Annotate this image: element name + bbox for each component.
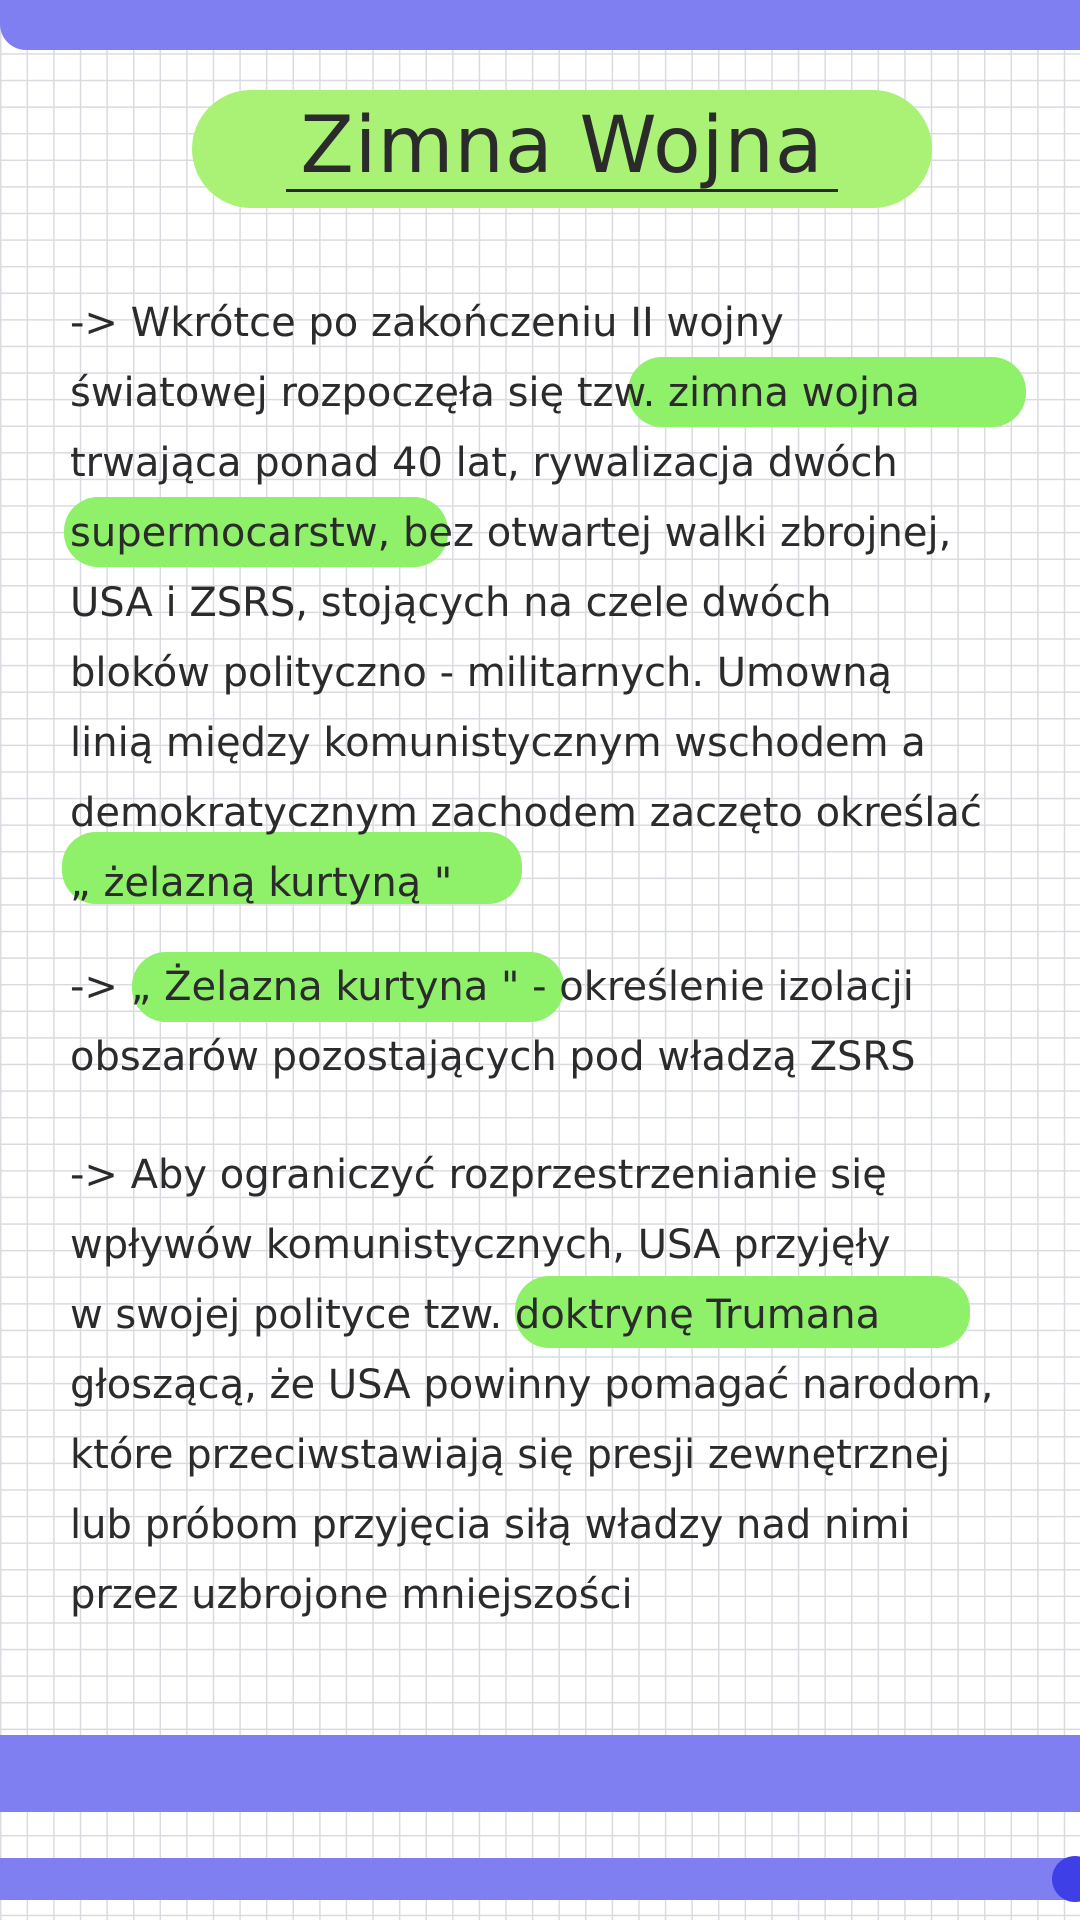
- text-line: w swojej polityce tzw. doktrynę Trumana: [70, 1292, 881, 1338]
- middle-decorative-band: [0, 1735, 1080, 1812]
- text-line: wpływów komunistycznych, USA przyjęły: [70, 1222, 891, 1268]
- text-line: USA i ZSRS, stojących na czele dwóch: [70, 580, 832, 626]
- text-line: -> Wkrótce po zakończeniu II wojny: [70, 300, 784, 346]
- paragraph-cold-war-intro: [70, 288, 1050, 918]
- bottom-decorative-band: [0, 1858, 1080, 1900]
- text-line: demokratycznym zachodem zaczęto określać: [70, 790, 982, 836]
- paragraph-iron-curtain: [70, 952, 1050, 1092]
- page-title-wrap: [192, 90, 932, 208]
- text-line: światowej rozpoczęła się tzw. zimna wojna: [70, 370, 920, 416]
- text-line: obszarów pozostających pod władzą ZSRS: [70, 1034, 916, 1080]
- text-line: -> „ Żelazna kurtyna " - określenie izolacji: [70, 964, 914, 1010]
- text-line: linią między komunistycznym wschodem a: [70, 720, 926, 766]
- text-line: -> Aby ograniczyć rozprzestrzenianie się: [70, 1152, 887, 1198]
- text-line: lub próbom przyjęcia siłą władzy nad nimi: [70, 1502, 911, 1548]
- text-line: głoszącą, że USA powinny pomagać narodom,: [70, 1362, 994, 1408]
- text-line: przez uzbrojone mniejszości: [70, 1572, 633, 1618]
- text-line: supermocarstw, bez otwartej walki zbrojnej,: [70, 510, 952, 556]
- text-line: bloków polityczno - militarnych. Umowną: [70, 650, 893, 696]
- text-line: „ żelazną kurtyną ": [70, 860, 453, 906]
- page-title: Zimna Wojna: [286, 106, 837, 193]
- text-line: trwająca ponad 40 lat, rywalizacja dwóch: [70, 440, 898, 486]
- top-decorative-band: [0, 0, 1080, 50]
- paragraph-truman-doctrine: [70, 1140, 1050, 1630]
- text-line: które przeciwstawiają się presji zewnętrznej: [70, 1432, 951, 1478]
